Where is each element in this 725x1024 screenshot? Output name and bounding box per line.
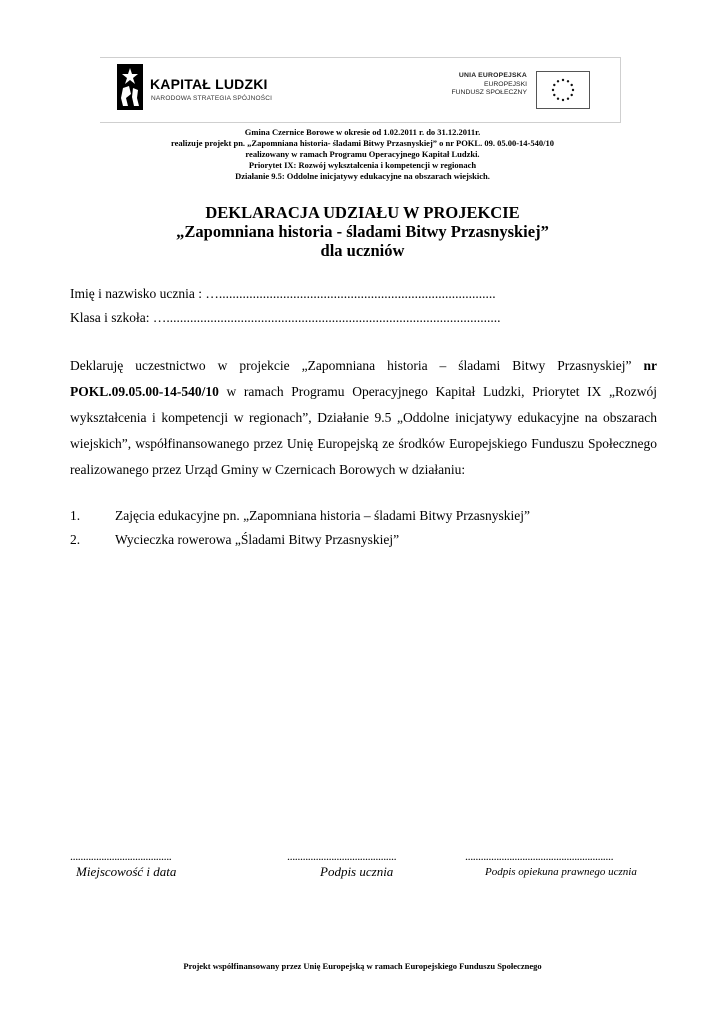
title-line: DEKLARACJA UDZIAŁU W PROJEKCIE xyxy=(205,203,520,222)
student-signature-line[interactable]: .......................................... xyxy=(287,849,397,863)
kapital-ludzki-subtitle: NARODOWA STRATEGIA SPÓJNOŚCI xyxy=(151,95,273,102)
guardian-signature-line[interactable]: ......................................................... xyxy=(465,849,614,863)
title-line: „Zapomniana historia - śladami Bitwy Przasnyskiej” xyxy=(176,222,549,241)
place-date-signature-line[interactable]: ....................................... xyxy=(70,849,172,863)
eu-line2: EUROPEJSKI xyxy=(483,80,527,88)
header-line: Działanie 9.5: Oddolne inicjatywy edukacyjne na obszarach wiejskich. xyxy=(235,171,490,181)
list-item-number: 2. xyxy=(70,532,81,547)
declaration-paragraph xyxy=(70,353,657,483)
student-signature-label: Podpis ucznia xyxy=(320,864,394,879)
eu-flag-icon xyxy=(536,71,590,109)
guardian-signature-label: Podpis opiekuna prawnego ucznia xyxy=(485,866,637,878)
header-line: realizuje projekt pn. „Zapomniana historia- śladami Bitwy Przasnyskiej” o nr POKL. 09. 05.00-14-540/10 xyxy=(171,138,554,148)
eu-fund-text xyxy=(439,72,527,98)
list-item xyxy=(70,532,399,548)
footer-note: Projekt współfinansowany przez Unię Europejską w ramach Europejskiego Funduszu Społecznego xyxy=(183,961,542,971)
logo-bar xyxy=(100,57,621,123)
kapital-ludzki-title: KAPITAŁ LUDZKI xyxy=(150,76,268,92)
student-name-field[interactable]: Imię i nazwisko ucznia : ….................................................................................. xyxy=(70,286,496,301)
header-line: realizowany w ramach Programu Operacyjnego Kapitał Ludzki. xyxy=(245,149,480,159)
list-item xyxy=(70,508,530,524)
header-line: Priorytet IX: Rozwój wykształcenia i kompetencji w regionach xyxy=(248,160,477,170)
list-item-number: 1. xyxy=(70,508,81,523)
eu-line3: FUNDUSZ SPOŁECZNY xyxy=(451,89,527,96)
place-date-label: Miejscowość i data xyxy=(76,864,177,879)
list-item-text: Wycieczka rowerowa „Śladami Bitwy Przasnyskiej” xyxy=(115,532,400,547)
document-title xyxy=(0,203,725,260)
list-item-text: Zajęcia edukacyjne pn. „Zapomniana historia – śladami Bitwy Przasnyskiej” xyxy=(115,508,530,523)
project-number: nr POKL.09.05.00-14-540/10 xyxy=(70,358,657,399)
header-line: Gmina Czernice Borowe w okresie od 1.02.2011 r. do 31.12.2011r. xyxy=(244,127,481,137)
eu-line1: UNIA EUROPEJSKA xyxy=(458,72,527,79)
class-school-field[interactable]: Klasa i szkoła: …................................................................................................... xyxy=(70,310,501,325)
project-header-info xyxy=(0,127,725,182)
declaration-text: Deklaruję uczestnictwo w projekcie „Zapomniana historia – śladami Bitwy Przasnyskiej” xyxy=(70,358,644,373)
kapital-ludzki-logo-icon xyxy=(117,64,143,110)
title-line: dla uczniów xyxy=(320,241,405,260)
declaration-text: w ramach Programu Operacyjnego Kapitał Ludzki, Priorytet IX „Rozwój wykształcenia i kompetencji w regionach”, Działanie 9.5 „Oddolne inicjatywy edukacyjne na obszarach wiejskich”, współfinansowanego przez Unię Europejską ze środków Europejskiego Funduszu Społecznego realizowanego przez Urząd Gminy w Czernicach Borowych w działaniu: xyxy=(70,384,657,477)
